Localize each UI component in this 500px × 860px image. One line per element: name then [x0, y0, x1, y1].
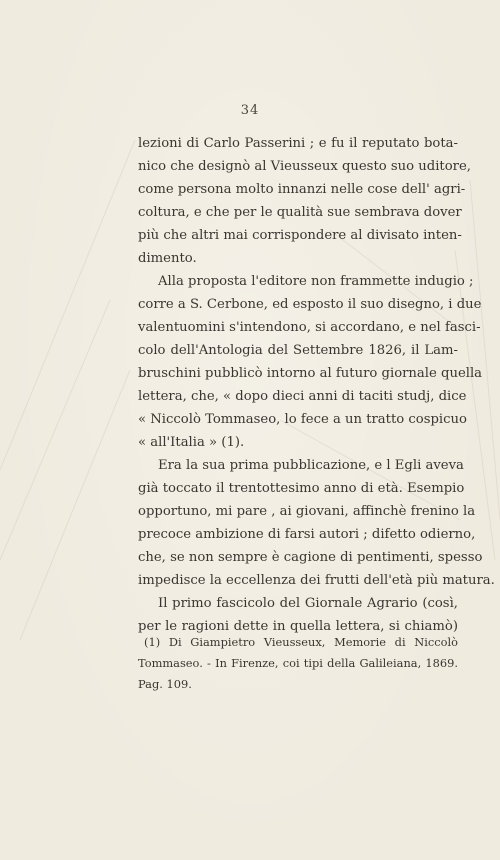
body-line: coltura, e che per le qualità sue sembrava dover — [138, 205, 462, 220]
body-line: lettera, che, « dopo dieci anni di taciti studj, dice — [138, 389, 467, 404]
footnotes — [138, 632, 458, 695]
footnote-line: Tommaseo. - In Firenze, coi tipi della Galileiana, 1869. — [138, 656, 458, 670]
paragraph-start-line: Era la sua prima pubblicazione, e l Egli aveva — [158, 458, 464, 473]
body-line: dimento. — [138, 251, 197, 266]
body-line: opportuno, mi pare , ai giovani, affinchè frenino la — [138, 504, 476, 519]
body-line: come persona molto innanzi nelle cose dell' agri- — [138, 182, 466, 197]
body-line: corre a S. Cerbone, ed esposto il suo disegno, i due — [138, 297, 482, 312]
body-line: « Niccolò Tommaseo, lo fece a un tratto cospicuo — [138, 412, 467, 427]
body-line: già toccato il trentottesimo anno di età. Esempio — [138, 481, 465, 496]
body-line: colo dell'Antologia del Settembre 1826, il Lam- — [138, 343, 458, 358]
body-line: più che altri mai corrispondere al divisato inten- — [138, 228, 462, 243]
body-line: nico che designò al Vieusseux questo suo uditore, — [138, 159, 471, 174]
footnote-line: (1) Di Giampietro Vieusseux, Memorie di Niccolò — [144, 635, 458, 649]
body-line: « all'Italia » (1). — [138, 435, 245, 450]
paragraph-start-line: Alla proposta l'editore non frammette indugio ; — [158, 274, 474, 289]
body-line: impedisce la eccellenza dei frutti dell'età più matura. — [138, 573, 495, 588]
body-line: valentuomini s'intendono, si accordano, e nel fasci- — [138, 320, 481, 335]
body-line: per le ragioni dette in quella lettera, si chiamò) — [138, 619, 458, 634]
body-line: bruschini pubblicò intorno al futuro giornale quella — [138, 366, 483, 381]
page-number: 34 — [240, 103, 260, 118]
body-text — [138, 132, 495, 638]
paragraph-start-line: Il primo fascicolo del Giornale Agrario (così, — [158, 596, 458, 611]
body-line: lezioni di Carlo Passerini ; e fu il reputato bota- — [138, 136, 458, 151]
body-line: precoce ambizione di farsi autori ; difetto odierno, — [138, 527, 476, 542]
footnote-line: Pag. 109. — [138, 677, 192, 691]
body-line: che, se non sempre è cagione di pentimenti, spesso — [138, 550, 483, 565]
